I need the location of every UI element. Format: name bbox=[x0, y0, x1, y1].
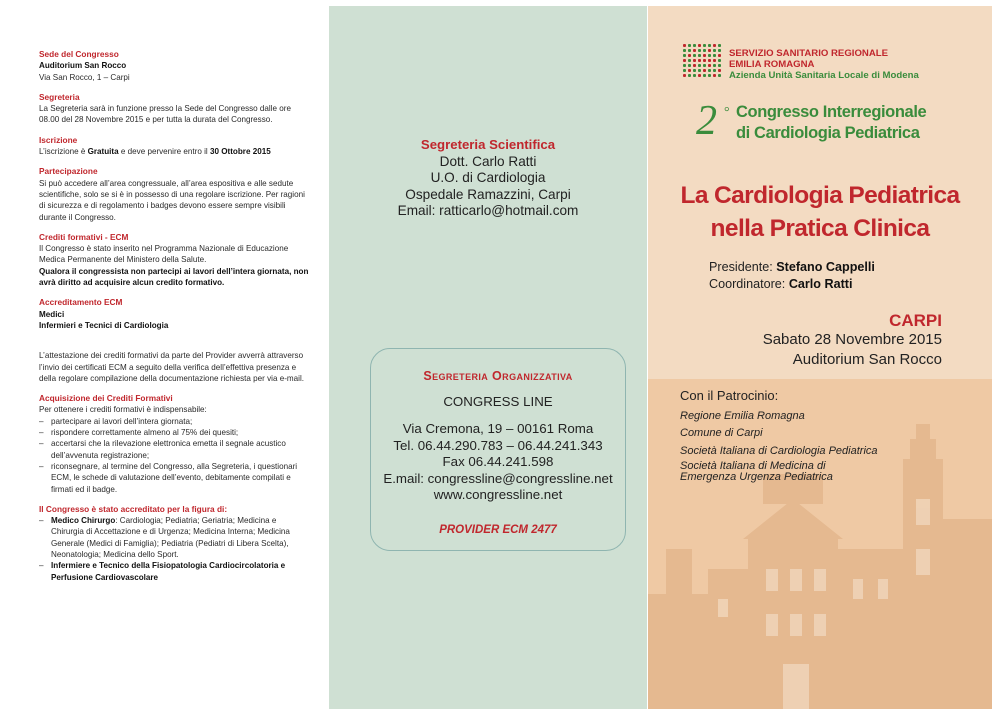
event-venue: Auditorium San Rocco bbox=[792, 351, 942, 368]
logo-dot bbox=[693, 69, 696, 72]
sede-section bbox=[39, 49, 311, 83]
attestazione-section bbox=[39, 350, 311, 384]
logo-dot bbox=[683, 69, 686, 72]
partecipazione-text: Si può accedere all’area congressuale, all’area espositiva e alle sedute scientifiche, solo se si è in possesso di una regolare iscrizione. Per ragioni di sicurezza e di regolamento i badges devono essere sempre visibili durante il Congresso. bbox=[39, 178, 305, 222]
congresso-text bbox=[736, 102, 926, 144]
left-panel bbox=[0, 0, 328, 715]
logo-dot bbox=[713, 54, 716, 57]
organizzativa-tel: Tel. 06.44.290.783 – 06.44.241.343 bbox=[393, 437, 603, 453]
list-item: – Infermiere e Tecnico della Fisiopatologia Cardiocircolatoria e Perfusione Cardiovascolare bbox=[39, 560, 311, 583]
logo-dot bbox=[703, 59, 706, 62]
roles-block bbox=[709, 259, 875, 293]
scientifica-name: Dott. Carlo Ratti bbox=[439, 153, 537, 169]
logo-dot bbox=[698, 49, 701, 52]
ente-line3: Azienda Unità Sanitaria Locale di Modena bbox=[729, 70, 919, 81]
logo-dot bbox=[718, 74, 721, 77]
logo-dot bbox=[683, 49, 686, 52]
ente-block bbox=[729, 48, 919, 81]
scientifica-title: Segreteria Scientifica bbox=[420, 137, 556, 152]
logo-dot bbox=[718, 44, 721, 47]
logo-dot bbox=[683, 59, 686, 62]
sede-name: Auditorium San Rocco bbox=[39, 61, 127, 71]
partecipazione-heading: Partecipazione bbox=[39, 166, 98, 177]
ente-line2: EMILIA ROMAGNA bbox=[729, 59, 815, 70]
patrocinio-item: Società Italiana di Cardiologia Pediatrica bbox=[680, 444, 878, 457]
ssr-logo-icon bbox=[683, 44, 723, 78]
logo-dot bbox=[693, 74, 696, 77]
logo-dot bbox=[713, 74, 716, 77]
logo-dot bbox=[698, 54, 701, 57]
logo-dot bbox=[683, 54, 686, 57]
logo-dot bbox=[688, 59, 691, 62]
logo-dot bbox=[693, 44, 696, 47]
logo-dot bbox=[688, 44, 691, 47]
figure-heading: Il Congresso è stato accreditato per la figura di: bbox=[39, 503, 228, 514]
city-label: CARPI bbox=[889, 311, 942, 330]
right-panel bbox=[648, 6, 992, 709]
logo-dot bbox=[698, 59, 701, 62]
logo-dot bbox=[708, 59, 711, 62]
logo-dot bbox=[708, 74, 711, 77]
logo-dot bbox=[718, 64, 721, 67]
logo-dot bbox=[708, 64, 711, 67]
list-item: – riconsegnare, al termine del Congresso, alla Segreteria, i questionari ECM, le schede di valutazione dell’evento, debitamente compilati e firmati ed il badge. bbox=[39, 461, 311, 495]
segreteria-text: La Segreteria sarà in funzione presso la Sede del Congresso dalle ore 08.00 del 28 Novembre 2015 e per tutta la durata del Congresso. bbox=[39, 104, 291, 125]
coordinatore: Coordinatore: Carlo Ratti bbox=[709, 277, 853, 291]
ente-line1: SERVIZIO SANITARIO REGIONALE bbox=[729, 48, 889, 59]
logo-dot bbox=[688, 54, 691, 57]
sede-address: Via San Rocco, 1 – Carpi bbox=[39, 72, 130, 82]
organizzativa-fax: Fax 06.44.241.598 bbox=[442, 454, 554, 469]
logo-dot bbox=[718, 49, 721, 52]
organizzativa-web[interactable]: www.congressline.net bbox=[433, 487, 563, 502]
logo-dot bbox=[718, 54, 721, 57]
accreditamento-medici: Medici bbox=[39, 309, 65, 319]
title-line2: nella Pratica Clinica bbox=[710, 215, 930, 242]
list-item: – Medico Chirurgo: Cardiologia; Pediatria; Geriatria; Medicina e Chirurgia di Accettazione e di Urgenza; Medicina Interna; Medicina Generale (Medici di Famiglia); Pediatria (Pediatri di Libera Scelta), Neonatologia; Medicina dello Sport. bbox=[39, 515, 311, 560]
logo-dot bbox=[708, 54, 711, 57]
logo-dot bbox=[713, 44, 716, 47]
logo-dot bbox=[683, 64, 686, 67]
patrocinio-item: Società Italiana di Medicina di Emergenza Urgenza Pediatrica bbox=[680, 460, 833, 484]
iscrizione-section bbox=[39, 135, 311, 158]
crediti-heading: Crediti formativi - ECM bbox=[39, 231, 129, 242]
logo-dot bbox=[703, 74, 706, 77]
acquisizione-heading: Acquisizione dei Crediti Formativi bbox=[39, 393, 173, 404]
page-title bbox=[648, 179, 992, 245]
logo-dot bbox=[698, 69, 701, 72]
iscrizione-heading: Iscrizione bbox=[39, 134, 78, 145]
patrocinio-area bbox=[648, 379, 992, 709]
scientifica-unit: U.O. di Cardiologia bbox=[430, 170, 546, 185]
logo-dot bbox=[693, 59, 696, 62]
patrocinio-item: Comune di Carpi bbox=[680, 427, 763, 440]
logo-dot bbox=[688, 64, 691, 67]
patrocinio-item: Regione Emilia Romagna bbox=[680, 409, 805, 422]
logo-dot bbox=[688, 49, 691, 52]
patrocinio-title: Con il Patrocinio: bbox=[680, 388, 779, 403]
list-item: – rispondere correttamente almeno al 75% dei quesiti; bbox=[39, 427, 311, 438]
logo-dot bbox=[698, 64, 701, 67]
logo-dot bbox=[708, 69, 711, 72]
crediti-text: Il Congresso è stato inserito nel Programma Nazionale di Educazione Medica Permanente del Ministero della Salute. bbox=[39, 244, 289, 265]
scientifica-hospital: Ospedale Ramazzini, Carpi bbox=[405, 186, 571, 202]
iscrizione-text: L’iscrizione è Gratuita e deve pervenire entro il 30 Ottobre 2015 bbox=[39, 147, 271, 157]
figure-section bbox=[39, 504, 311, 583]
list-item: – accertarsi che la rilevazione elettronica emetta il segnale acustico dell’avvenuta registrazione; bbox=[39, 438, 311, 461]
attestazione-text: L’attestazione dei crediti formativi da parte del Provider avverrà attraverso l’invio dei certificati ECM a seguito della verifica dell’effettiva presenza e della regolare compilazione della documentazione richiesta per via e-mail. bbox=[39, 351, 304, 383]
partecipazione-section bbox=[39, 166, 311, 222]
logo-dot bbox=[713, 59, 716, 62]
scientifica-email[interactable]: Email: ratticarlo@hotmail.com bbox=[397, 203, 579, 218]
sede-heading: Sede del Congresso bbox=[39, 49, 119, 59]
logo-dot bbox=[703, 44, 706, 47]
logo-dot bbox=[688, 74, 691, 77]
organizzativa-title: Segreteria Organizzativa bbox=[423, 369, 573, 383]
middle-panel bbox=[329, 6, 647, 709]
figure-list bbox=[39, 515, 311, 583]
accreditamento-heading: Accreditamento ECM bbox=[39, 297, 123, 308]
logo-dot bbox=[708, 49, 711, 52]
organizzativa-company: CONGRESS LINE bbox=[443, 393, 553, 409]
segreteria-organizzativa-box bbox=[370, 348, 626, 551]
logo-dot bbox=[703, 54, 706, 57]
logo-dot bbox=[718, 59, 721, 62]
date-venue bbox=[763, 330, 942, 370]
logo-dot bbox=[718, 69, 721, 72]
logo-dot bbox=[693, 54, 696, 57]
logo-dot bbox=[683, 74, 686, 77]
segreteria-scientifica bbox=[329, 137, 647, 220]
congresso-line2: di Cardiologia Pediatrica bbox=[736, 124, 920, 142]
logo-dot bbox=[713, 49, 716, 52]
logo-dot bbox=[713, 69, 716, 72]
info-column bbox=[39, 49, 311, 592]
logo-dot bbox=[698, 44, 701, 47]
logo-dot bbox=[708, 44, 711, 47]
congresso-line1: Congresso Interregionale bbox=[736, 103, 927, 121]
logo-dot bbox=[713, 64, 716, 67]
acquisizione-list bbox=[39, 416, 311, 495]
list-item: – partecipare ai lavori dell’intera giornata; bbox=[39, 416, 311, 427]
congresso-ordinal: ° bbox=[724, 105, 730, 120]
congresso-number: 2 bbox=[696, 98, 717, 144]
logo-dot bbox=[698, 74, 701, 77]
segreteria-section bbox=[39, 92, 311, 126]
logo-dot bbox=[703, 64, 706, 67]
provider-ecm: PROVIDER ECM 2477 bbox=[439, 523, 557, 536]
crediti-warning: Qualora il congressista non partecipi ai lavori dell’intera giornata, non avrà diritto ad acquisire alcun credito formativo. bbox=[39, 266, 309, 288]
patrocinio-block bbox=[680, 389, 980, 486]
event-date: Sabato 28 Novembre 2015 bbox=[762, 331, 942, 348]
acquisizione-intro: Per ottenere i crediti formativi è indispensabile: bbox=[39, 405, 207, 415]
logo-dot bbox=[688, 69, 691, 72]
logo-dot bbox=[693, 64, 696, 67]
presidente: Presidente: Stefano Cappelli bbox=[709, 260, 875, 274]
accreditamento-infermieri: Infermieri e Tecnici di Cardiologia bbox=[39, 320, 169, 330]
logo-dot bbox=[683, 44, 686, 47]
crediti-section bbox=[39, 232, 311, 288]
organizzativa-address: Via Cremona, 19 – 00161 Roma bbox=[402, 421, 594, 436]
logo-dot bbox=[703, 49, 706, 52]
accreditamento-section bbox=[39, 297, 311, 331]
logo-dot bbox=[693, 49, 696, 52]
segreteria-heading: Segreteria bbox=[39, 91, 80, 102]
title-line1: La Cardiologia Pediatrica bbox=[680, 182, 960, 209]
acquisizione-section bbox=[39, 393, 311, 495]
logo-dot bbox=[703, 69, 706, 72]
organizzativa-email[interactable]: E.mail: congressline@congressline.net bbox=[383, 470, 613, 486]
